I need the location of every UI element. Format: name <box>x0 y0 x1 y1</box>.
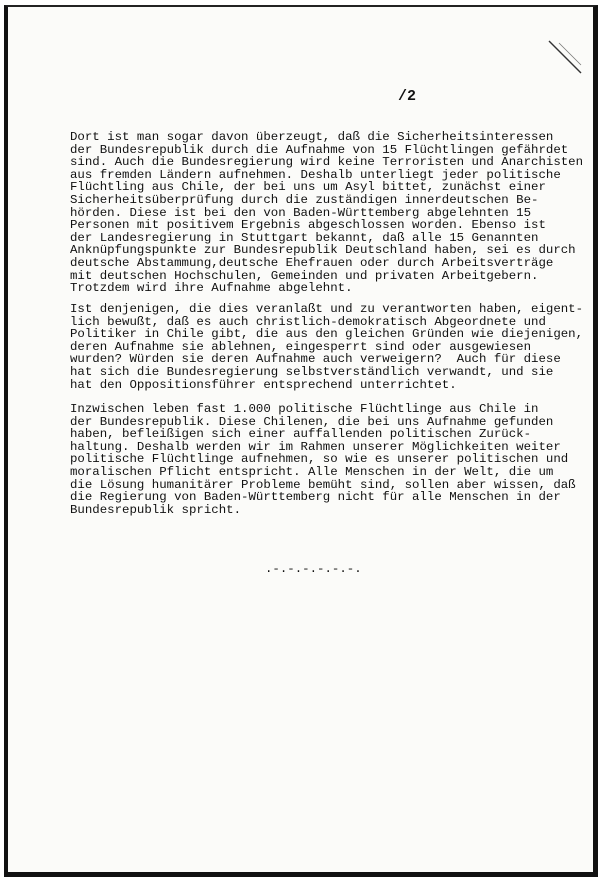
text-line: mit deutschen Hochschulen, Gemeinden und privaten Arbeitgebern. <box>70 268 539 283</box>
text-line: Anknüpfungspunkte zur Bundesrepublik Deutschland haben, sei es durch <box>70 243 576 258</box>
text-line: Personen mit positivem Ergebnis abgeschlossen worden. Ebenso ist <box>70 218 546 233</box>
text-line: Bundesrepublik spricht. <box>70 502 242 517</box>
text-line: Inzwischen leben fast 1.000 politische Flüchtlinge aus Chile in <box>70 402 539 416</box>
text-line: hat den Oppositionsführer entsprechend unterrichtet. <box>70 377 457 392</box>
text-line: haltung. Deshalb werden wir im Rahmen unserer Möglichkeiten weiter <box>70 439 561 454</box>
text-line: Dort ist man sogar davon überzeugt, daß die Sicherheitsinteressen <box>70 130 554 144</box>
text-line: aus fremden Ländern aufnehmen. Deshalb unterliegt jeder politische <box>70 167 561 182</box>
text-line: deren Aufnahme sie ablehnen, eingesperrt sind oder ausgewiesen <box>70 339 532 354</box>
text-line: die Regierung von Baden-Württemberg nicht für alle Menschen in der <box>70 490 561 505</box>
text-line: Ist denjenigen, die dies veranlaßt und zu verantworten haben, eigent- <box>70 302 584 316</box>
text-line: hörden. Diese ist bei den von Baden-Württemberg abgelehnten 15 <box>70 205 532 220</box>
text-line: die Lösung humanitärer Probleme bemüht sind, sollen aber wissen, daß <box>70 477 576 492</box>
text-line: Flüchtling aus Chile, der bei uns um Asyl bittet, zunächst einer <box>70 180 546 195</box>
text-line: lich bewußt, daß es auch christlich-demokratisch Abgeordnete und <box>70 314 546 329</box>
text-line: wurden? Würden sie deren Aufnahme auch verweigern? Auch für diese <box>70 352 561 367</box>
text-line: Sicherheitsüberprüfung durch die zuständigen innerdeutschen Be- <box>70 192 539 207</box>
text-line: deutsche Abstammung,deutsche Ehefrauen oder durch Arbeitsverträge <box>70 255 554 270</box>
text-line: sind. Auch die Bundesregierung wird keine Terroristen und Anarchisten <box>70 155 584 170</box>
text-line: Politiker in Chile gibt, die aus den gleichen Gründen wie diejenigen, <box>70 327 584 342</box>
text-line: haben, befleißigen sich einer auffallenden politischen Zurück- <box>70 427 532 442</box>
text-line: der Bundesrepublik. Diese Chilenen, die bei uns Aufnahme gefunden <box>70 414 554 429</box>
text-line: der Bundesrepublik durch die Aufnahme von 15 Flüchtlingen gefährdet <box>70 142 569 157</box>
paragraph-2 <box>70 302 584 392</box>
text-line: politische Flüchtlinge aufnehmen, so wie es unserer politischen und <box>70 452 569 467</box>
text-line: Trotzdem wird ihre Aufnahme abgelehnt. <box>70 281 353 296</box>
end-of-text-mark: .-.-.-.-.-.-. <box>265 562 362 576</box>
text-line: hat sich die Bundesregierung selbstverständlich verwandt, und sie <box>70 364 554 379</box>
text-line: der Landesregierung in Stuttgart bekannt, daß alle 15 Genannten <box>70 230 539 245</box>
paragraph-3 <box>70 402 576 517</box>
paragraph-1 <box>70 130 584 296</box>
text-line: moralischen Pflicht entspricht. Alle Menschen in der Welt, die um <box>70 464 554 479</box>
corner-fold-mark <box>545 37 585 77</box>
page-number: /2 <box>398 88 417 105</box>
